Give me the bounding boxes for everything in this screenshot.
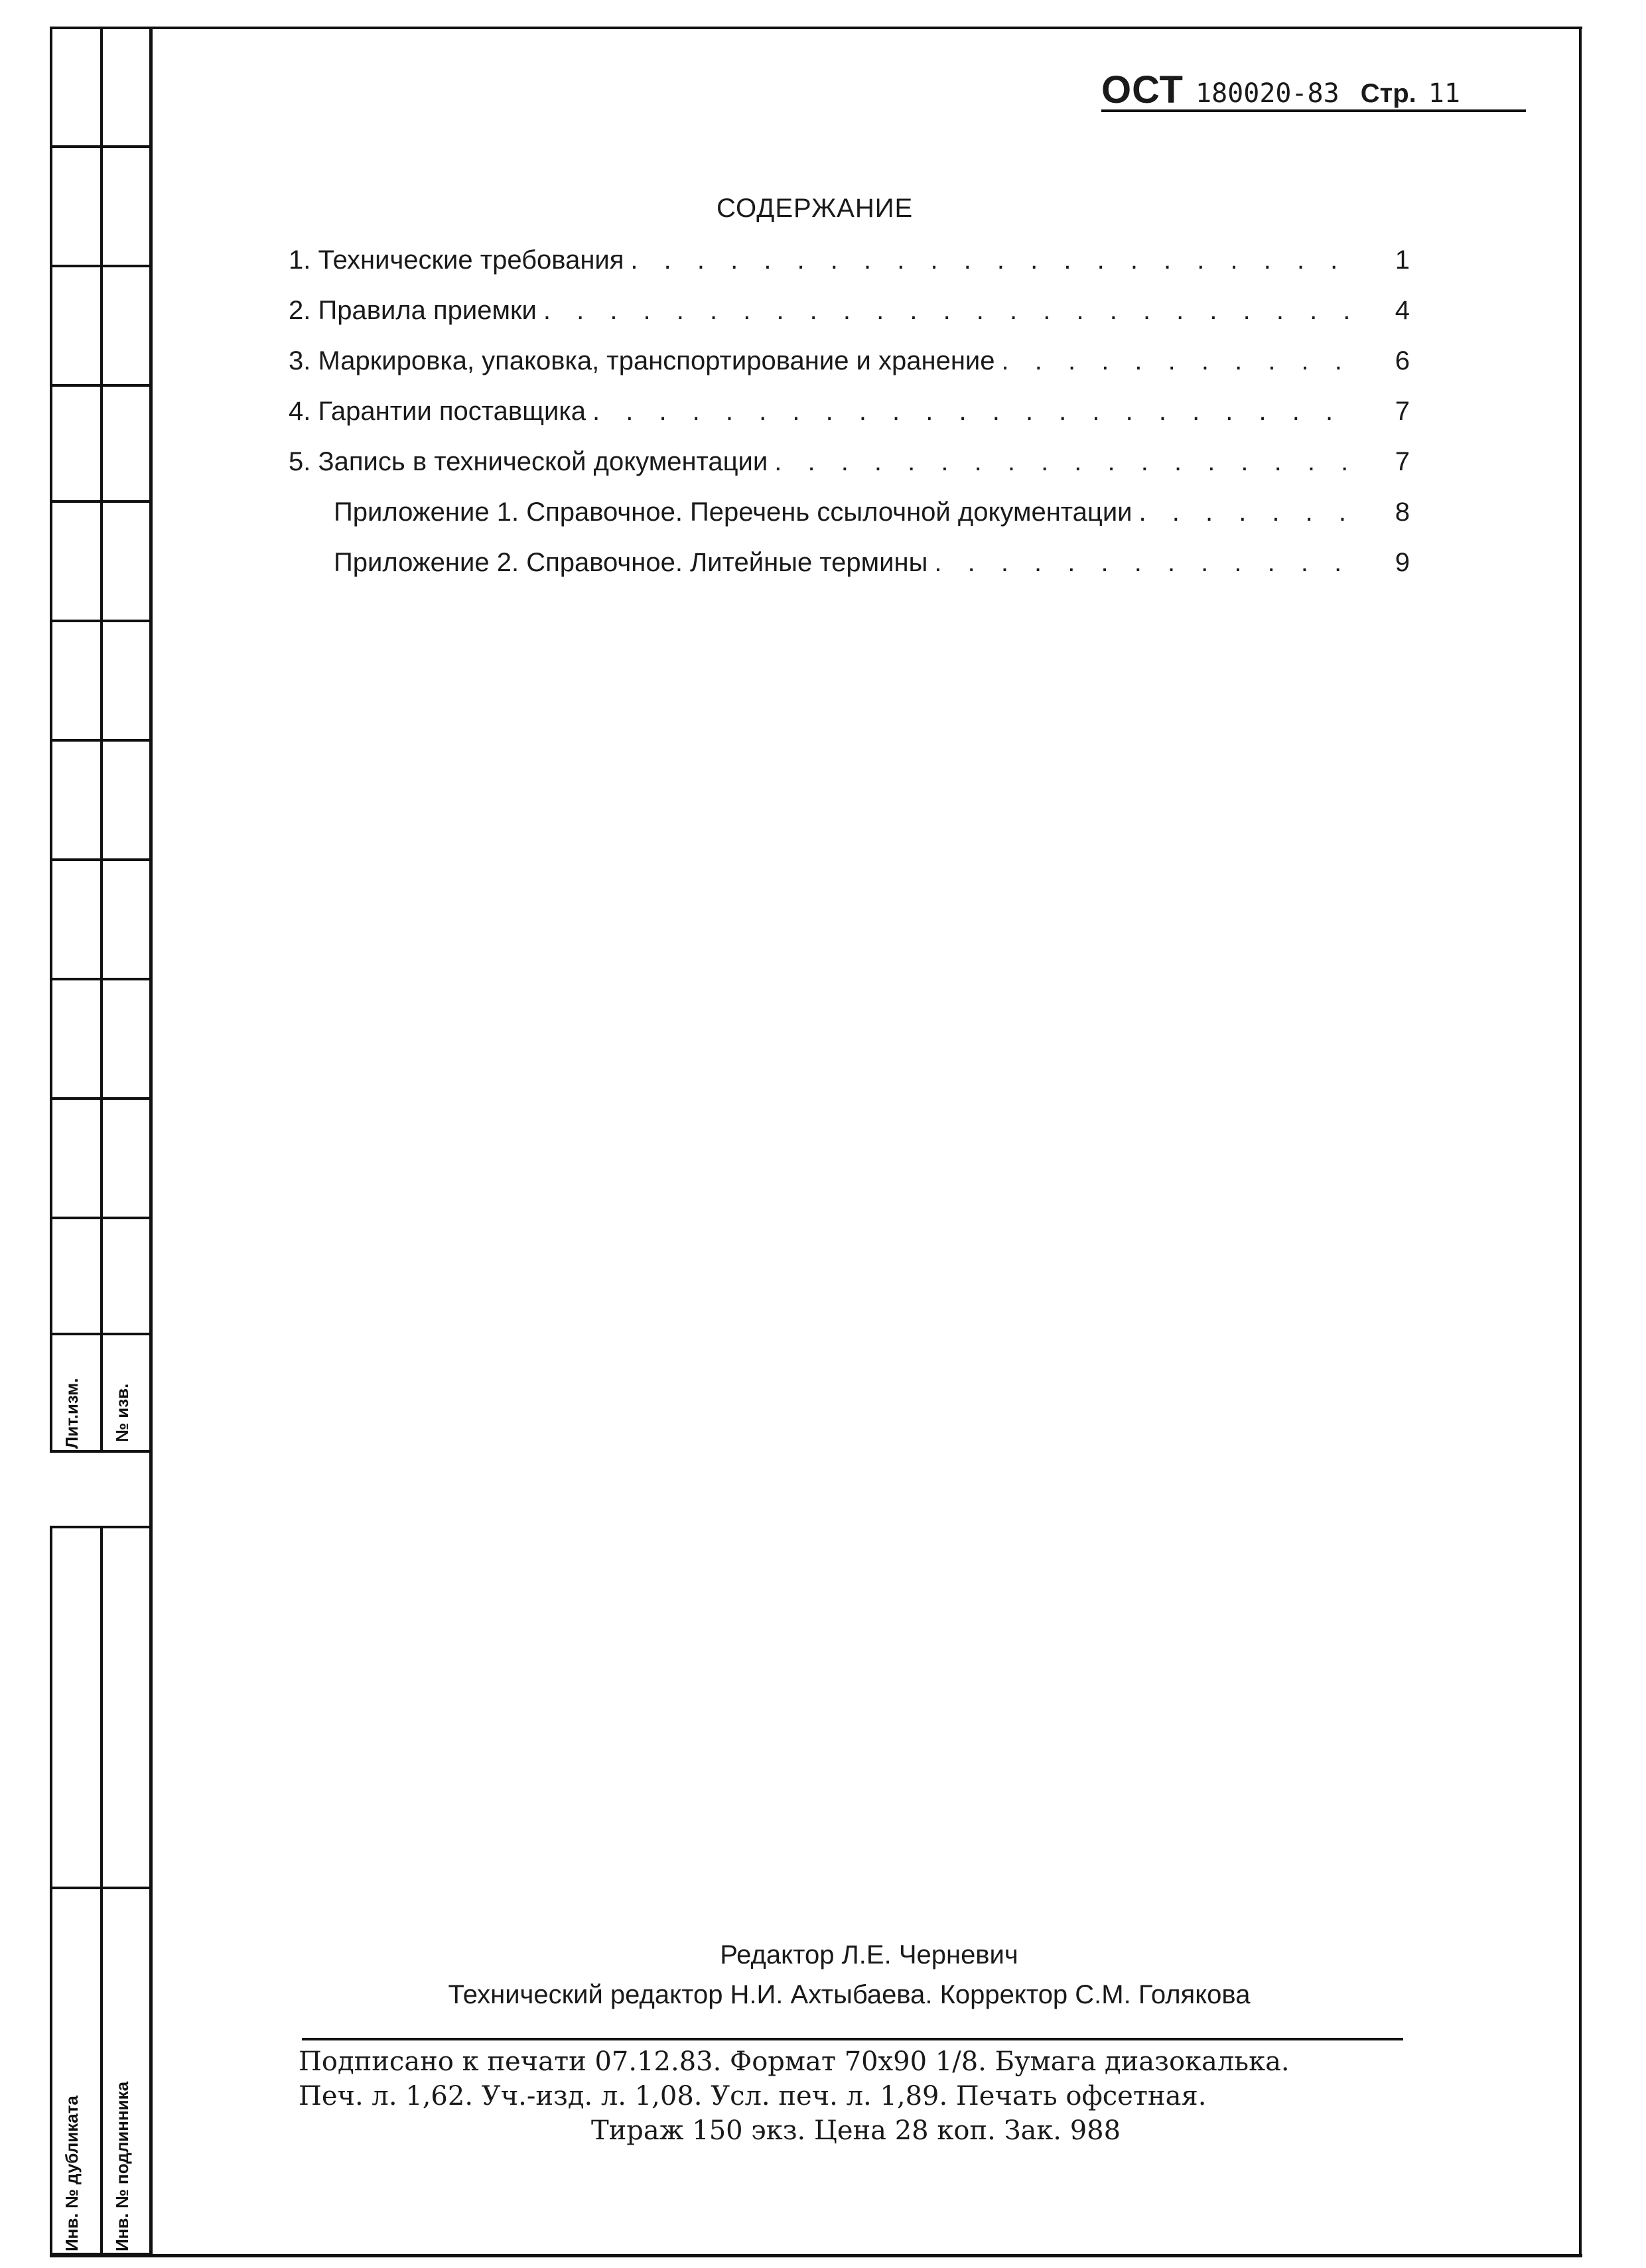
margin-lit-izm-label: Лит.изм. bbox=[62, 1378, 82, 1449]
toc-item-text: 5. Запись в технической документации bbox=[289, 447, 768, 476]
editor-credit: Редактор Л.Е. Черневич bbox=[720, 1940, 1018, 1969]
toc-appendix-item bbox=[289, 498, 1410, 548]
toc-item-text: 2. Правила приемки bbox=[289, 296, 537, 325]
toc-item-text: 3. Маркировка, упаковка, транспортирование и хранение bbox=[289, 346, 995, 375]
toc-item bbox=[289, 397, 1410, 447]
page-label: Стр. bbox=[1360, 79, 1416, 108]
toc-item-page: 7 bbox=[1395, 397, 1410, 426]
margin-inv-podlinnika-label: Инв. № подлинника bbox=[112, 2081, 132, 2251]
toc-item bbox=[289, 346, 1410, 397]
table-of-contents bbox=[289, 245, 1410, 598]
document-header bbox=[1101, 63, 1526, 112]
toc-item-page: 4 bbox=[1395, 296, 1410, 325]
imprint-line: Подписано к печати 07.12.83. Формат 70х90 1/8. Бумага диазокалька. bbox=[299, 2046, 1290, 2077]
imprint-line: Тираж 150 экз. Цена 28 коп. Зак. 988 bbox=[590, 2115, 1121, 2146]
toc-title: СОДЕРЖАНИЕ bbox=[717, 194, 914, 223]
frame-right-border bbox=[1579, 27, 1582, 2255]
toc-item-page: 9 bbox=[1395, 548, 1410, 577]
imprint-block bbox=[299, 2044, 1413, 2148]
margin-no-izv-label: № изв. bbox=[112, 1383, 132, 1442]
credits-block bbox=[302, 1940, 1397, 2020]
frame-top-border bbox=[149, 27, 1582, 29]
toc-appendix-item bbox=[289, 548, 1410, 598]
toc-item-text: Приложение 2. Справочное. Литейные термины bbox=[334, 548, 928, 577]
tech-editor-proofreader-credit: Технический редактор Н.И. Ахтыбаева. Корректор С.М. Голякова bbox=[448, 1980, 1251, 2009]
margin-stamp-upper bbox=[50, 27, 149, 1453]
toc-item bbox=[289, 447, 1410, 498]
document-number: 180020-83 bbox=[1195, 78, 1339, 109]
margin-inv-dublikata-label: Инв. № дубликата bbox=[62, 2096, 82, 2251]
frame-bottom-border bbox=[50, 2254, 1582, 2257]
frame-left-border bbox=[149, 27, 153, 2255]
toc-item bbox=[289, 245, 1410, 296]
imprint-divider bbox=[302, 2038, 1403, 2040]
toc-item-text: 1. Технические требования bbox=[289, 245, 624, 275]
standard-code: ОСТ bbox=[1101, 68, 1184, 111]
toc-item-page: 8 bbox=[1395, 498, 1410, 527]
toc-item bbox=[289, 296, 1410, 346]
toc-item-text: Приложение 1. Справочное. Перечень ссылочной документации bbox=[334, 498, 1132, 527]
toc-item-page: 1 bbox=[1395, 245, 1410, 275]
toc-item-page: 6 bbox=[1395, 346, 1410, 375]
page-number: 11 bbox=[1428, 78, 1460, 109]
imprint-line: Печ. л. 1,62. Уч.-изд. л. 1,08. Усл. печ. л. 1,89. Печать офсетная. bbox=[299, 2081, 1207, 2111]
toc-item-page: 7 bbox=[1395, 447, 1410, 476]
toc-item-text: 4. Гарантии поставщика bbox=[289, 397, 586, 426]
margin-stamp-lower bbox=[50, 1526, 149, 2255]
